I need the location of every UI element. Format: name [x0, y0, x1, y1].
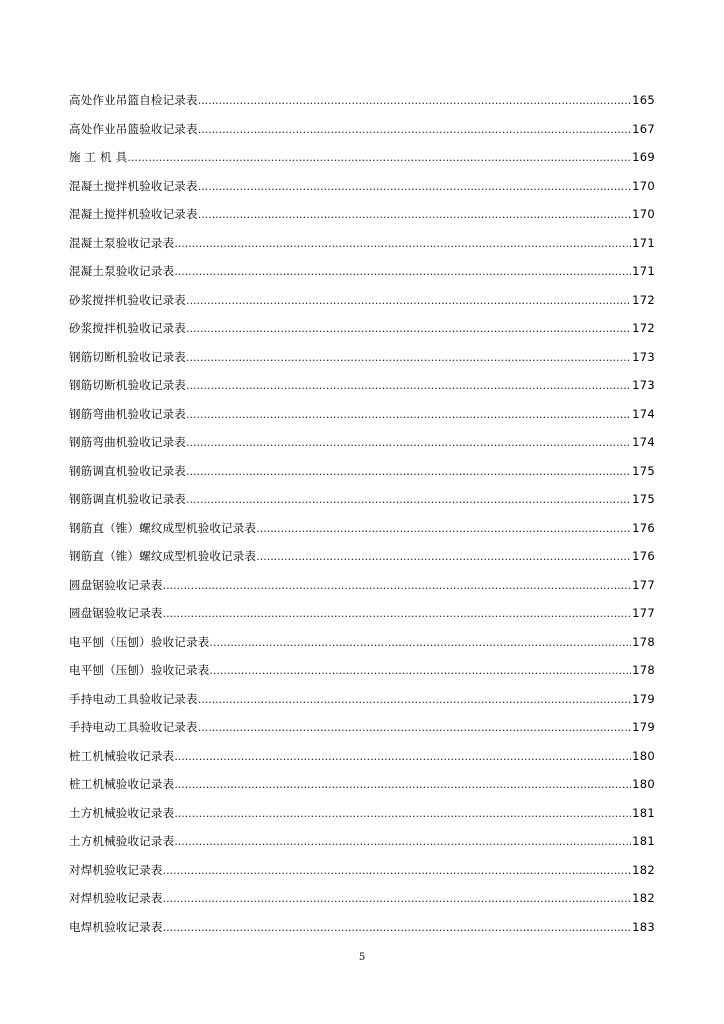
toc-leader-dots — [186, 372, 631, 400]
toc-entry-page: 173 — [632, 349, 655, 364]
toc-leader-dots — [186, 315, 631, 343]
toc-entry-page: 178 — [632, 663, 655, 677]
toc-entry-page: 178 — [632, 634, 655, 649]
toc-entry[interactable] — [69, 371, 655, 400]
toc-entry-title: 手持电动工具验收记录表 — [69, 691, 198, 706]
toc-entry[interactable] — [69, 229, 655, 258]
toc-entry[interactable] — [69, 542, 655, 571]
toc-entry-title: 钢筋弯曲机验收记录表 — [69, 435, 186, 449]
toc-leader-dots — [174, 230, 631, 258]
toc-entry[interactable] — [69, 913, 655, 942]
toc-entry-title: 钢筋弯曲机验收记录表 — [69, 406, 186, 421]
toc-entry-page: 182 — [632, 891, 655, 905]
toc-entry-page: 172 — [632, 292, 655, 307]
toc-entry[interactable] — [69, 656, 655, 685]
toc-entry-title: 钢筋调直机验收记录表 — [69, 463, 186, 478]
toc-entry-title: 电平刨（压刨）验收记录表 — [69, 634, 210, 649]
toc-entry-title: 桩工机械验收记录表 — [69, 748, 175, 763]
toc-entry-title: 高处作业吊篮验收记录表 — [69, 121, 198, 136]
toc-entry-page: 181 — [632, 805, 655, 820]
toc-leader-dots — [174, 258, 631, 286]
toc-leader-dots — [174, 743, 631, 771]
toc-entry-title: 混凝土搅拌机验收记录表 — [69, 178, 198, 193]
toc-leader-dots — [186, 287, 631, 315]
toc-leader-dots — [163, 572, 632, 600]
toc-entry-page: 173 — [632, 378, 655, 392]
toc-entry-title: 电平刨（压刨）验收记录表 — [69, 663, 210, 677]
toc-entry-page: 182 — [632, 862, 655, 877]
toc-entry-page: 167 — [632, 121, 655, 136]
toc-entry-page: 177 — [632, 606, 655, 620]
toc-leader-dots — [209, 657, 631, 685]
toc-entry-title: 土方机械验收记录表 — [69, 805, 175, 820]
toc-leader-dots — [174, 771, 631, 799]
toc-entry[interactable] — [69, 599, 655, 628]
toc-leader-dots — [186, 486, 631, 514]
toc-entry[interactable] — [69, 827, 655, 856]
toc-leader-dots — [198, 173, 631, 201]
toc-entry[interactable] — [69, 400, 655, 429]
toc-leader-dots — [209, 629, 631, 657]
toc-entry-title: 混凝土泵验收记录表 — [69, 235, 175, 250]
toc-entry-title: 钢筋直（锥）螺纹成型机验收记录表 — [69, 520, 257, 535]
toc-entry-title: 土方机械验收记录表 — [69, 834, 175, 848]
toc-entry[interactable] — [69, 713, 655, 742]
toc-entry-title: 桩工机械验收记录表 — [69, 777, 175, 791]
toc-entry-title: 混凝土泵验收记录表 — [69, 264, 175, 278]
toc-leader-dots — [256, 543, 631, 571]
toc-entry[interactable] — [69, 86, 655, 115]
toc-entry[interactable] — [69, 799, 655, 828]
toc-entry[interactable] — [69, 571, 655, 600]
toc-leader-dots — [163, 600, 632, 628]
toc-entry-title: 对焊机验收记录表 — [69, 862, 163, 877]
toc-entry-page: 177 — [632, 577, 655, 592]
toc-entry-page: 174 — [632, 406, 655, 421]
toc-entry[interactable] — [69, 685, 655, 714]
toc-entry[interactable] — [69, 343, 655, 372]
toc-entry-title: 钢筋调直机验收记录表 — [69, 492, 186, 506]
toc-entry-title: 手持电动工具验收记录表 — [69, 720, 198, 734]
toc-entry-page: 170 — [632, 178, 655, 193]
toc-leader-dots — [256, 515, 631, 543]
toc-entry-title: 电焊机验收记录表 — [69, 919, 163, 934]
toc-leader-dots — [198, 686, 631, 714]
page-number: 5 — [358, 952, 366, 963]
toc-leader-dots — [186, 344, 631, 372]
toc-leader-dots — [198, 87, 631, 115]
toc-leader-dots — [186, 429, 631, 457]
toc-entry-title: 对焊机验收记录表 — [69, 891, 163, 905]
toc-entry-title: 圆盘锯验收记录表 — [69, 606, 163, 620]
table-of-contents — [69, 86, 655, 941]
toc-entry[interactable] — [69, 115, 655, 144]
toc-entry-title: 钢筋直（锥）螺纹成型机验收记录表 — [69, 549, 257, 563]
toc-entry-page: 171 — [632, 235, 655, 250]
toc-entry-title: 钢筋切断机验收记录表 — [69, 378, 186, 392]
toc-entry-page: 180 — [632, 748, 655, 763]
toc-entry[interactable] — [69, 514, 655, 543]
toc-entry-title: 施 工 机 具 — [69, 150, 128, 164]
toc-entry-page: 165 — [632, 93, 655, 107]
toc-entry-page: 170 — [632, 207, 655, 221]
toc-entry[interactable] — [69, 286, 655, 315]
toc-entry-title: 混凝土搅拌机验收记录表 — [69, 207, 198, 221]
toc-entry-title: 钢筋切断机验收记录表 — [69, 349, 186, 364]
toc-entry-page: 179 — [632, 691, 655, 706]
toc-entry-page: 181 — [632, 834, 655, 848]
toc-entry-page: 176 — [632, 520, 655, 535]
toc-leader-dots — [186, 401, 631, 429]
toc-entry-page: 180 — [632, 777, 655, 791]
toc-entry-page: 171 — [632, 264, 655, 278]
toc-leader-dots — [163, 885, 632, 913]
toc-leader-dots — [163, 914, 632, 942]
toc-leader-dots — [186, 458, 631, 486]
toc-entry-page: 174 — [632, 435, 655, 449]
toc-entry-title: 圆盘锯验收记录表 — [69, 577, 163, 592]
toc-entry[interactable] — [69, 742, 655, 771]
toc-entry[interactable] — [69, 485, 655, 514]
toc-leader-dots — [127, 144, 631, 172]
toc-leader-dots — [198, 201, 631, 229]
toc-entry[interactable] — [69, 172, 655, 201]
toc-leader-dots — [163, 857, 632, 885]
toc-entry-title: 砂浆搅拌机验收记录表 — [69, 292, 186, 307]
toc-entry[interactable] — [69, 200, 655, 229]
toc-leader-dots — [174, 828, 631, 856]
toc-entry[interactable] — [69, 856, 655, 885]
toc-entry-title: 高处作业吊篮自检记录表 — [69, 93, 198, 107]
toc-entry-title: 砂浆搅拌机验收记录表 — [69, 321, 186, 335]
toc-entry-page: 179 — [632, 720, 655, 734]
toc-entry[interactable] — [69, 770, 655, 799]
toc-entry[interactable] — [69, 457, 655, 486]
toc-entry[interactable] — [69, 628, 655, 657]
toc-leader-dots — [198, 116, 631, 144]
toc-entry[interactable] — [69, 428, 655, 457]
toc-entry-page: 172 — [632, 321, 655, 335]
toc-leader-dots — [174, 800, 631, 828]
toc-entry-page: 175 — [632, 492, 655, 506]
toc-entry[interactable] — [69, 314, 655, 343]
toc-entry-page: 183 — [632, 919, 655, 934]
toc-leader-dots — [198, 714, 631, 742]
toc-entry-page: 175 — [632, 463, 655, 478]
toc-entry[interactable] — [69, 143, 655, 172]
toc-entry-page: 169 — [632, 150, 655, 164]
toc-entry[interactable] — [69, 884, 655, 913]
toc-entry-page: 176 — [632, 549, 655, 563]
toc-entry[interactable] — [69, 257, 655, 286]
